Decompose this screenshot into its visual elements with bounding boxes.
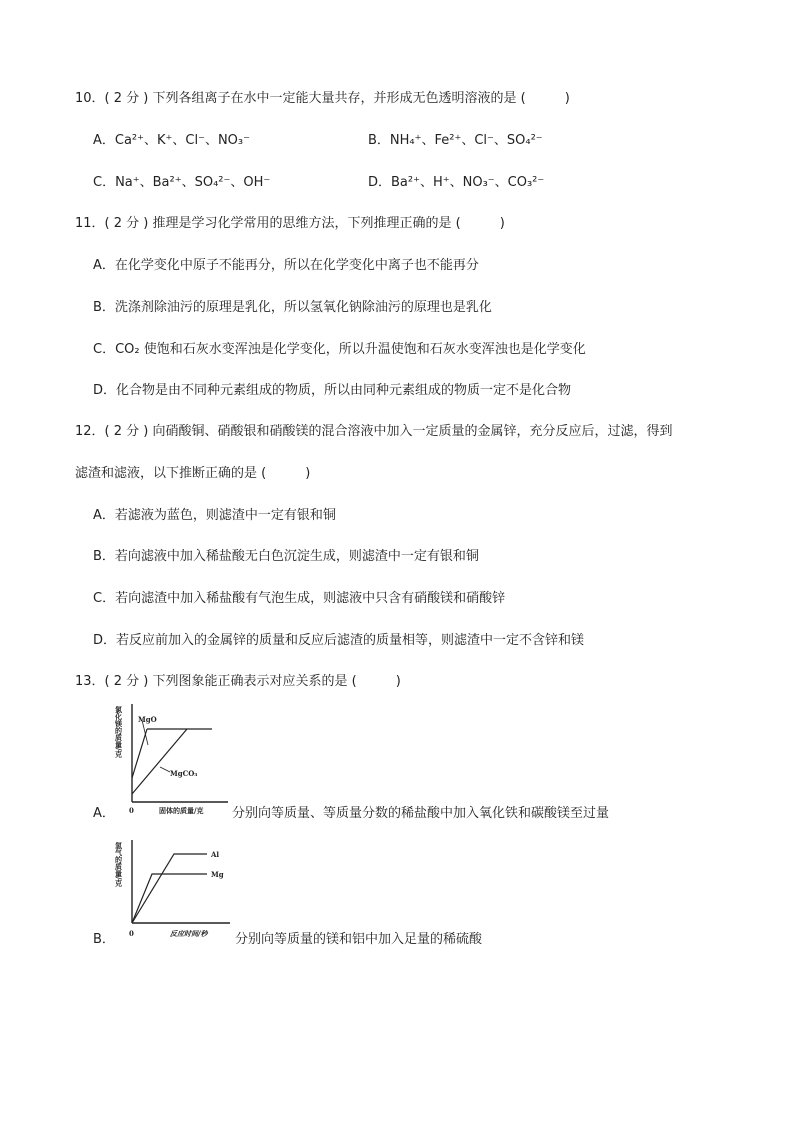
figa-series-mgo: MgO <box>138 715 157 724</box>
q11-option-a[interactable]: A．在化学变化中原子不能再分，所以在化学变化中离子也不能再分 <box>93 258 479 273</box>
q12-option-c[interactable]: C．若向滤渣中加入稀盐酸有气泡生成，则滤液中只含有硝酸镁和硝酸锌 <box>93 591 506 606</box>
q12-option-d[interactable]: D．若反应前加入的金属锌的质量和反应后滤渣的质量相等，则滤渣中一定不含锌和镁 <box>93 633 585 648</box>
q10-option-d[interactable]: D．Ba²⁺、H⁺、NO₃⁻、CO₃²⁻ <box>368 175 545 190</box>
q13-option-a-label[interactable]: A． <box>93 806 115 821</box>
q13-stem: 13．( 2 分 ) 下列图象能正确表示对应关系的是 ( ) <box>75 674 401 689</box>
q11-option-d[interactable]: D．化合物是由不同种元素组成的物质，所以由同种元素组成的物质一定不是化合物 <box>93 383 572 398</box>
q12-option-a[interactable]: A．若滤液为蓝色，则滤渣中一定有银和铜 <box>93 508 336 523</box>
figb-series-mg: Mg <box>211 870 224 879</box>
figa-origin: 0 <box>129 806 134 815</box>
q10-stem: 10．( 2 分 ) 下列各组离子在水中一定能大量共存，并形成无色透明溶液的是 ( ) <box>75 91 570 106</box>
q10-option-c[interactable]: C．Na⁺、Ba²⁺、SO₄²⁻、OH⁻ <box>93 175 271 190</box>
q13-option-b-label[interactable]: B． <box>93 932 115 947</box>
q11-stem: 11．( 2 分 ) 推理是学习化学常用的思维方法，下列推理正确的是 ( ) <box>75 216 505 231</box>
figure-b <box>112 836 234 946</box>
q12-stem-line2: 滤渣和滤液，以下推断正确的是 ( ) <box>75 466 311 481</box>
figb-origin: 0 <box>129 929 134 938</box>
q11-option-b[interactable]: B．洗涤剂除油污的原理是乳化，所以氢氧化钠除油污的原理也是乳化 <box>93 300 492 315</box>
figure-a <box>112 700 232 820</box>
q10-option-b[interactable]: B．NH₄⁺、Fe²⁺、Cl⁻、SO₄²⁻ <box>368 133 543 148</box>
q13-option-b-text[interactable]: 分别向等质量的镁和铝中加入足量的稀硫酸 <box>235 932 483 947</box>
q13-option-a-text[interactable]: 分别向等质量、等质量分数的稀盐酸中加入氧化铁和碳酸镁至过量 <box>232 806 610 821</box>
figb-xlabel: 反应时间/秒 <box>170 929 208 938</box>
figa-xlabel: 固体的质量/克 <box>159 806 204 815</box>
figa-ylabel: 氯化镁的质量/克 <box>114 706 124 758</box>
figb-ylabel: 氢气的质量/克 <box>114 842 124 887</box>
figb-series-al: Al <box>211 850 220 859</box>
q12-option-b[interactable]: B．若向滤液中加入稀盐酸无白色沉淀生成，则滤渣中一定有银和铜 <box>93 549 479 564</box>
q10-option-a[interactable]: A．Ca²⁺、K⁺、Cl⁻、NO₃⁻ <box>93 133 250 148</box>
figa-series-mgco3: MgCO₃ <box>170 769 198 778</box>
q11-option-c[interactable]: C．CO₂ 使饱和石灰水变浑浊是化学变化，所以升温使饱和石灰水变浑浊也是化学变化 <box>93 342 586 357</box>
q12-stem-line1: 12．( 2 分 ) 向硝酸铜、硝酸银和硝酸镁的混合溶液中加入一定质量的金属锌，充分反应后，过滤，得到 <box>75 424 673 439</box>
